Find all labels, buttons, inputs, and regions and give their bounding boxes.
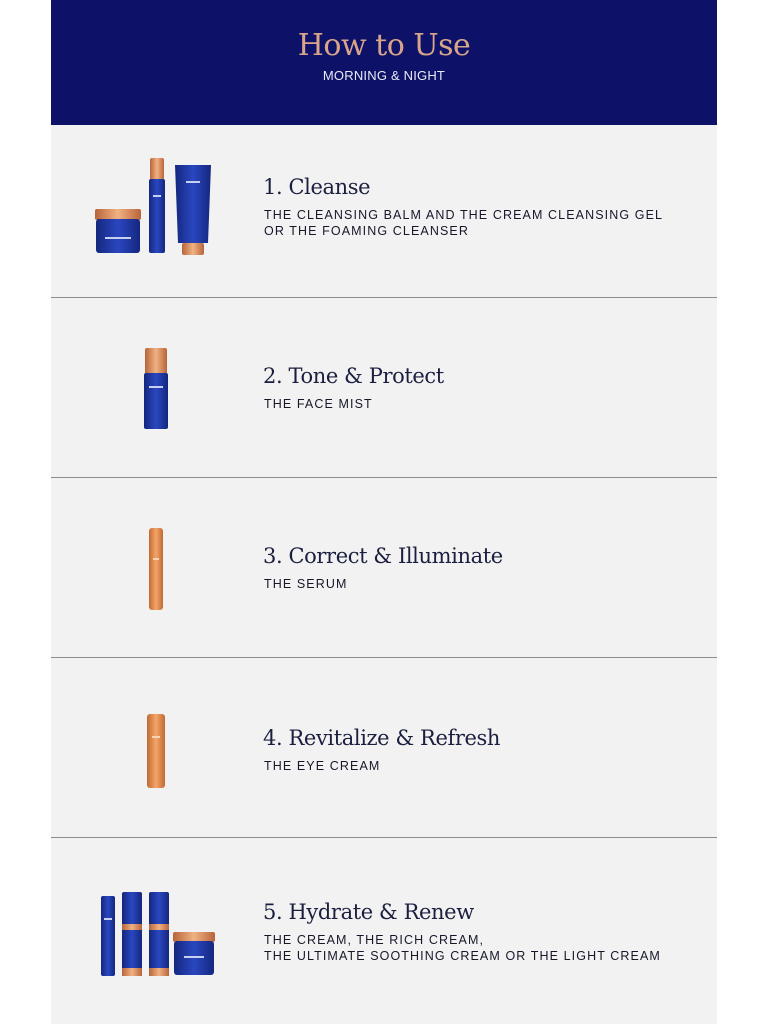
step-description: THE CREAM, THE RICH CREAM, THE ULTIMATE SOOTHING CREAM OR THE LIGHT CREAM: [264, 933, 661, 963]
step-correct-illuminate: [51, 477, 717, 658]
step-hydrate-renew: [51, 837, 717, 1025]
cleanser-products-icon: [91, 153, 221, 259]
eye-cream-tube-icon: [91, 714, 221, 790]
face-mist-bottle-icon: [91, 348, 221, 432]
step-title: 4. Revitalize & Refresh: [263, 726, 501, 750]
step-revitalize-refresh: [51, 657, 717, 838]
serum-bottle-icon: [91, 528, 221, 612]
header-banner: [51, 0, 717, 125]
step-tone-protect: [51, 297, 717, 478]
how-to-use-panel: [51, 0, 717, 1024]
step-title: 2. Tone & Protect: [263, 364, 444, 388]
step-cleanse: [51, 125, 717, 297]
step-title: 3. Correct & Illuminate: [263, 544, 503, 568]
step-description: THE FACE MIST: [264, 397, 373, 411]
step-title: 1. Cleanse: [263, 175, 371, 199]
step-description: THE SERUM: [264, 577, 348, 591]
step-description: THE CLEANSING BALM AND THE CREAM CLEANSING GEL OR THE FOAMING CLEANSER: [264, 208, 664, 238]
moisturizer-products-icon: [91, 890, 221, 978]
step-description: THE EYE CREAM: [264, 759, 381, 773]
page-subtitle: MORNING & NIGHT: [322, 68, 446, 83]
page-title: How to Use: [297, 28, 471, 63]
step-title: 5. Hydrate & Renew: [263, 900, 474, 924]
